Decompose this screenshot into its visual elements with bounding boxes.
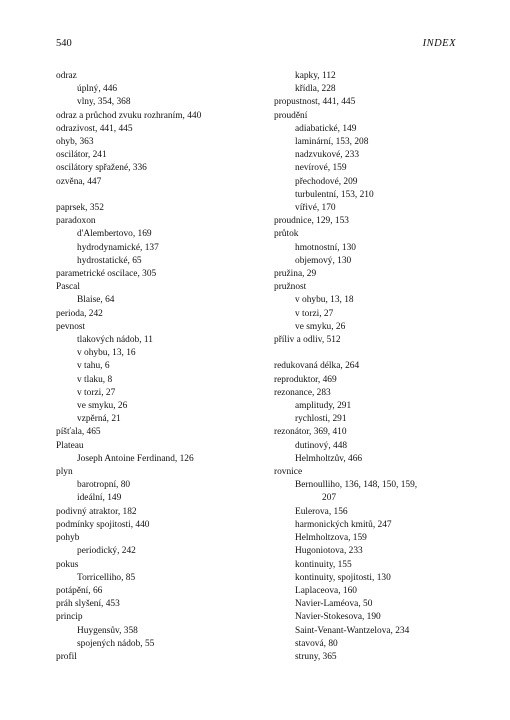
index-entry: pružina, 29 <box>274 269 317 280</box>
index-entry: paradoxon <box>56 216 96 227</box>
index-subentry: vířivé, 170 <box>295 203 336 214</box>
index-subentry: v ohybu, 13, 16 <box>77 348 136 359</box>
index-subentry: přechodové, 209 <box>295 176 358 187</box>
index-subentry: Torricelliho, 85 <box>77 572 136 583</box>
index-entry: plyn <box>56 467 73 478</box>
index-entry: oscilátory spřažené, 336 <box>56 163 147 174</box>
index-entry: potápění, 66 <box>56 585 103 596</box>
index-subentry: Navier-Stokesova, 190 <box>295 612 381 623</box>
index-entry: princip <box>56 612 83 623</box>
index-subentry: Joseph Antoine Ferdinand, 126 <box>77 453 194 464</box>
index-subentry: dutinový, 448 <box>295 440 348 451</box>
index-subentry: v ohybu, 13, 18 <box>295 295 354 306</box>
index-subentry: harmonických kmitů, 247 <box>295 519 392 530</box>
index-subentry: hydrostatické, 65 <box>77 255 142 266</box>
index-entry: pokus <box>56 559 79 570</box>
index-subentry: Helmholtzův, 466 <box>295 453 363 464</box>
index-entry: perioda, 242 <box>56 308 103 319</box>
index-subentry: v torzi, 27 <box>295 308 334 319</box>
index-subentry: struny, 365 <box>295 651 337 662</box>
index-subentry: Saint-Venant-Wantzelova, 234 <box>295 625 410 636</box>
index-subentry: ve smyku, 26 <box>77 401 128 412</box>
section-gap <box>56 189 256 202</box>
index-subentry: Bernoulliho, 136, 148, 150, 159, <box>295 480 418 491</box>
index-entry: podmínky spojitosti, 440 <box>56 519 150 530</box>
index-subentry: spojených nádob, 55 <box>77 638 155 649</box>
index-subentry: v torzi, 27 <box>77 387 116 398</box>
index-subentry: nevírové, 159 <box>295 163 347 174</box>
index-subentry: ve smyku, 26 <box>295 321 346 332</box>
index-subentry: křídla, 228 <box>295 84 336 95</box>
index-subentry: Navier-Laméova, 50 <box>295 599 373 610</box>
index-entry: Plateau <box>56 440 84 451</box>
index-subentry: vzpěrná, 21 <box>77 414 121 425</box>
index-entry: reproduktor, 469 <box>274 374 337 385</box>
index-entry: práh slyšení, 453 <box>56 599 120 610</box>
index-entry: příliv a odliv, 512 <box>274 335 341 346</box>
index-entry: ozvěna, 447 <box>56 176 102 187</box>
index-subentry: amplitudy, 291 <box>295 401 352 412</box>
index-column-left <box>56 70 256 664</box>
index-entry: odrazivost, 441, 445 <box>56 123 133 134</box>
index-subentry: turbulentní, 153, 210 <box>295 189 374 200</box>
index-subentry: barotropní, 80 <box>77 480 131 491</box>
index-subentry: laminární, 153, 208 <box>295 137 369 148</box>
index-column-right <box>274 70 464 664</box>
index-subentry: Eulerova, 156 <box>295 506 348 517</box>
index-subentry: d'Alembertovo, 169 <box>77 229 152 240</box>
index-subentry: kontinuity, 155 <box>295 559 352 570</box>
index-entry: odraz <box>56 71 77 81</box>
index-subentry: Hugoniotova, 233 <box>295 546 363 557</box>
index-entry: odraz a průchod zvuku rozhraním, 440 <box>56 110 202 121</box>
index-subentry: 207 <box>322 493 337 504</box>
index-entry: rovnice <box>274 467 303 478</box>
index-entry: paprsek, 352 <box>56 203 104 214</box>
index-subentry: kontinuity, spojitosti, 130 <box>295 572 391 583</box>
index-entry: ohyb, 363 <box>56 137 94 148</box>
index-entry: Pascal <box>56 282 80 293</box>
index-subentry: v tahu, 6 <box>77 361 110 372</box>
index-subentry: hmotnostní, 130 <box>295 242 356 253</box>
index-subentry: ideální, 149 <box>77 493 122 504</box>
page-number: 540 <box>56 38 72 49</box>
index-entry: pevnost <box>56 321 86 332</box>
index-subentry: periodický, 242 <box>77 546 136 557</box>
index-subentry: kapky, 112 <box>295 71 336 81</box>
index-subentry: v tlaku, 8 <box>77 374 113 385</box>
index-entry: píšťala, 465 <box>56 427 101 438</box>
page-header <box>56 38 456 52</box>
index-entry: propustnost, 441, 445 <box>274 97 356 108</box>
index-entry: rezonátor, 369, 410 <box>274 427 347 438</box>
index-subentry: Helmholtzova, 159 <box>295 533 367 544</box>
index-entry: pohyb <box>56 533 80 544</box>
index-entry: redukovaná délka, 264 <box>274 361 360 372</box>
index-entry: pružnost <box>274 282 307 293</box>
index-entry: podivný atraktor, 182 <box>56 506 137 517</box>
index-subentry: adiabatické, 149 <box>295 123 357 134</box>
index-subentry: Laplaceova, 160 <box>295 585 357 596</box>
index-subentry: rychlosti, 291 <box>295 414 347 425</box>
index-subentry: nadzvukové, 233 <box>295 150 360 161</box>
index-subentry: Blaise, 64 <box>77 295 115 306</box>
index-subentry: tlakových nádob, 11 <box>77 335 153 346</box>
index-entry: rezonance, 283 <box>274 387 331 398</box>
index-subentry: hydrodynamické, 137 <box>77 242 159 253</box>
section-gap <box>274 347 464 360</box>
index-entry: parametrické oscilace, 305 <box>56 269 157 280</box>
index-entry: proudění <box>274 110 308 121</box>
index-subentry: objemový, 130 <box>295 255 352 266</box>
index-entry: proudnice, 129, 153 <box>274 216 349 227</box>
index-subentry: vlny, 354, 368 <box>77 97 131 108</box>
index-entry: průtok <box>274 229 299 240</box>
index-subentry: stavová, 80 <box>295 638 338 649</box>
index-subentry: Huygensův, 358 <box>77 625 138 636</box>
index-entry: oscilátor, 241 <box>56 150 107 161</box>
index-subentry: úplný, 446 <box>77 84 118 95</box>
index-entry: profil <box>56 651 77 662</box>
running-title: INDEX <box>422 38 456 49</box>
